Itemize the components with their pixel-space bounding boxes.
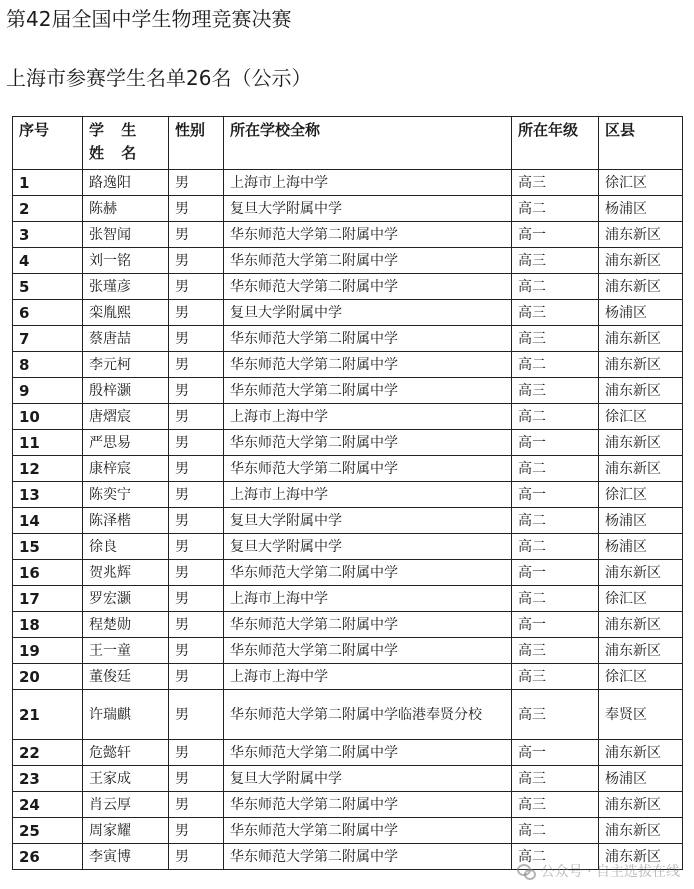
cell-gender: 男 — [169, 792, 224, 818]
cell-school: 华东师范大学第二附属中学 — [224, 612, 512, 638]
table-row — [13, 300, 683, 326]
cell-name: 许瑞麒 — [83, 690, 169, 740]
cell-gender: 男 — [169, 844, 224, 870]
cell-gender: 男 — [169, 378, 224, 404]
cell-school: 上海市上海中学 — [224, 170, 512, 196]
table-header-row — [13, 117, 683, 170]
cell-gender: 男 — [169, 534, 224, 560]
cell-index: 12 — [13, 456, 83, 482]
table-row — [13, 740, 683, 766]
cell-grade: 高二 — [512, 534, 599, 560]
cell-grade: 高二 — [512, 456, 599, 482]
cell-index: 26 — [13, 844, 83, 870]
cell-district: 徐汇区 — [599, 404, 683, 430]
cell-school: 上海市上海中学 — [224, 664, 512, 690]
cell-district: 浦东新区 — [599, 222, 683, 248]
cell-grade: 高三 — [512, 766, 599, 792]
cell-grade: 高一 — [512, 560, 599, 586]
cell-index: 4 — [13, 248, 83, 274]
table-row — [13, 612, 683, 638]
cell-school: 复旦大学附属中学 — [224, 300, 512, 326]
cell-district: 杨浦区 — [599, 766, 683, 792]
cell-school: 华东师范大学第二附属中学 — [224, 378, 512, 404]
cell-index: 6 — [13, 300, 83, 326]
cell-index: 7 — [13, 326, 83, 352]
table-row — [13, 844, 683, 870]
cell-district: 浦东新区 — [599, 844, 683, 870]
cell-gender: 男 — [169, 274, 224, 300]
cell-gender: 男 — [169, 326, 224, 352]
cell-district: 浦东新区 — [599, 378, 683, 404]
cell-index: 14 — [13, 508, 83, 534]
table-row — [13, 196, 683, 222]
cell-gender: 男 — [169, 170, 224, 196]
header-student-name: 学 生 姓 名 — [83, 117, 169, 170]
cell-district: 浦东新区 — [599, 792, 683, 818]
cell-district: 浦东新区 — [599, 456, 683, 482]
cell-name: 贺兆辉 — [83, 560, 169, 586]
cell-school: 华东师范大学第二附属中学 — [224, 792, 512, 818]
cell-district: 浦东新区 — [599, 638, 683, 664]
cell-name: 程楚勋 — [83, 612, 169, 638]
cell-name: 蔡唐喆 — [83, 326, 169, 352]
cell-name: 李元柯 — [83, 352, 169, 378]
cell-gender: 男 — [169, 612, 224, 638]
table-row — [13, 326, 683, 352]
cell-index: 23 — [13, 766, 83, 792]
cell-school: 复旦大学附属中学 — [224, 534, 512, 560]
table-row — [13, 170, 683, 196]
cell-gender: 男 — [169, 196, 224, 222]
table-row — [13, 690, 683, 740]
table-row — [13, 430, 683, 456]
cell-name: 路逸阳 — [83, 170, 169, 196]
cell-grade: 高二 — [512, 352, 599, 378]
cell-gender: 男 — [169, 740, 224, 766]
student-roster-table — [12, 116, 683, 870]
document-subtitle: 上海市参赛学生名单26名（公示） — [6, 66, 312, 90]
table-row — [13, 456, 683, 482]
cell-school: 上海市上海中学 — [224, 586, 512, 612]
cell-gender: 男 — [169, 818, 224, 844]
table-row — [13, 508, 683, 534]
table-row — [13, 378, 683, 404]
cell-district: 浦东新区 — [599, 818, 683, 844]
cell-district: 奉贤区 — [599, 690, 683, 740]
header-district: 区县 — [599, 117, 683, 170]
cell-name: 李寅博 — [83, 844, 169, 870]
table-row — [13, 818, 683, 844]
cell-district: 浦东新区 — [599, 560, 683, 586]
cell-index: 15 — [13, 534, 83, 560]
cell-school: 华东师范大学第二附属中学 — [224, 844, 512, 870]
cell-gender: 男 — [169, 508, 224, 534]
cell-name: 陈奕宁 — [83, 482, 169, 508]
cell-school: 上海市上海中学 — [224, 482, 512, 508]
header-school: 所在学校全称 — [224, 117, 512, 170]
header-index: 序号 — [13, 117, 83, 170]
table-row — [13, 638, 683, 664]
cell-name: 周家耀 — [83, 818, 169, 844]
cell-district: 杨浦区 — [599, 508, 683, 534]
cell-name: 王一童 — [83, 638, 169, 664]
cell-name: 栾胤熙 — [83, 300, 169, 326]
cell-gender: 男 — [169, 586, 224, 612]
cell-school: 华东师范大学第二附属中学 — [224, 560, 512, 586]
cell-grade: 高一 — [512, 482, 599, 508]
cell-grade: 高二 — [512, 844, 599, 870]
cell-school: 复旦大学附属中学 — [224, 508, 512, 534]
roster-body — [13, 170, 683, 870]
cell-school: 华东师范大学第二附属中学 — [224, 638, 512, 664]
cell-school: 华东师范大学第二附属中学 — [224, 818, 512, 844]
cell-school: 华东师范大学第二附属中学 — [224, 352, 512, 378]
cell-index: 19 — [13, 638, 83, 664]
table-row — [13, 664, 683, 690]
cell-name: 严思易 — [83, 430, 169, 456]
cell-school: 华东师范大学第二附属中学 — [224, 740, 512, 766]
cell-school: 华东师范大学第二附属中学 — [224, 274, 512, 300]
watermark-text: 公众号 · 自主选拔在线 — [540, 864, 680, 880]
cell-grade: 高一 — [512, 430, 599, 456]
cell-district: 浦东新区 — [599, 352, 683, 378]
document-title: 第42届全国中学生物理竞赛决赛 — [6, 7, 292, 31]
cell-grade: 高三 — [512, 664, 599, 690]
cell-district: 徐汇区 — [599, 664, 683, 690]
cell-district: 杨浦区 — [599, 300, 683, 326]
table-row — [13, 352, 683, 378]
cell-district: 徐汇区 — [599, 586, 683, 612]
cell-gender: 男 — [169, 404, 224, 430]
cell-school: 华东师范大学第二附属中学 — [224, 326, 512, 352]
cell-name: 肖云厚 — [83, 792, 169, 818]
table-row — [13, 274, 683, 300]
cell-district: 浦东新区 — [599, 326, 683, 352]
cell-index: 2 — [13, 196, 83, 222]
cell-grade: 高二 — [512, 274, 599, 300]
cell-index: 25 — [13, 818, 83, 844]
cell-grade: 高三 — [512, 300, 599, 326]
cell-gender: 男 — [169, 248, 224, 274]
cell-gender: 男 — [169, 352, 224, 378]
cell-index: 11 — [13, 430, 83, 456]
cell-name: 董俊廷 — [83, 664, 169, 690]
table-row — [13, 404, 683, 430]
cell-grade: 高二 — [512, 818, 599, 844]
cell-index: 1 — [13, 170, 83, 196]
cell-school: 华东师范大学第二附属中学 — [224, 248, 512, 274]
header-gender: 性别 — [169, 117, 224, 170]
cell-name: 陈泽楷 — [83, 508, 169, 534]
cell-grade: 高一 — [512, 612, 599, 638]
cell-name: 陈赫 — [83, 196, 169, 222]
cell-district: 杨浦区 — [599, 196, 683, 222]
cell-index: 5 — [13, 274, 83, 300]
cell-index: 17 — [13, 586, 83, 612]
cell-school: 华东师范大学第二附属中学 — [224, 222, 512, 248]
cell-grade: 高一 — [512, 222, 599, 248]
cell-grade: 高三 — [512, 690, 599, 740]
cell-index: 9 — [13, 378, 83, 404]
cell-gender: 男 — [169, 766, 224, 792]
cell-school: 华东师范大学第二附属中学临港奉贤分校 — [224, 690, 512, 740]
cell-index: 24 — [13, 792, 83, 818]
table-row — [13, 222, 683, 248]
cell-name: 危懿轩 — [83, 740, 169, 766]
cell-gender: 男 — [169, 456, 224, 482]
cell-gender: 男 — [169, 690, 224, 740]
table-row — [13, 766, 683, 792]
cell-index: 3 — [13, 222, 83, 248]
cell-district: 浦东新区 — [599, 430, 683, 456]
table-row — [13, 482, 683, 508]
cell-grade: 高三 — [512, 638, 599, 664]
cell-name: 康梓宸 — [83, 456, 169, 482]
cell-index: 10 — [13, 404, 83, 430]
cell-gender: 男 — [169, 560, 224, 586]
table-row — [13, 248, 683, 274]
cell-school: 上海市上海中学 — [224, 404, 512, 430]
cell-district: 浦东新区 — [599, 248, 683, 274]
cell-school: 复旦大学附属中学 — [224, 196, 512, 222]
cell-grade: 高三 — [512, 248, 599, 274]
cell-name: 罗宏灏 — [83, 586, 169, 612]
cell-grade: 高一 — [512, 740, 599, 766]
cell-gender: 男 — [169, 222, 224, 248]
cell-name: 王家成 — [83, 766, 169, 792]
cell-grade: 高二 — [512, 404, 599, 430]
cell-gender: 男 — [169, 430, 224, 456]
cell-index: 13 — [13, 482, 83, 508]
cell-index: 8 — [13, 352, 83, 378]
cell-name: 刘一铭 — [83, 248, 169, 274]
cell-grade: 高三 — [512, 170, 599, 196]
cell-name: 张瑾彦 — [83, 274, 169, 300]
cell-index: 21 — [13, 690, 83, 740]
cell-name: 徐良 — [83, 534, 169, 560]
cell-grade: 高三 — [512, 792, 599, 818]
cell-name: 张智闻 — [83, 222, 169, 248]
cell-grade: 高二 — [512, 586, 599, 612]
cell-grade: 高二 — [512, 196, 599, 222]
cell-gender: 男 — [169, 638, 224, 664]
cell-grade: 高三 — [512, 326, 599, 352]
cell-grade: 高三 — [512, 378, 599, 404]
cell-index: 16 — [13, 560, 83, 586]
cell-district: 浦东新区 — [599, 274, 683, 300]
cell-district: 徐汇区 — [599, 170, 683, 196]
cell-name: 唐熠宸 — [83, 404, 169, 430]
cell-school: 华东师范大学第二附属中学 — [224, 430, 512, 456]
table-row — [13, 792, 683, 818]
cell-name: 殷梓灏 — [83, 378, 169, 404]
cell-district: 浦东新区 — [599, 612, 683, 638]
cell-district: 杨浦区 — [599, 534, 683, 560]
cell-index: 20 — [13, 664, 83, 690]
cell-district: 徐汇区 — [599, 482, 683, 508]
cell-gender: 男 — [169, 664, 224, 690]
cell-gender: 男 — [169, 300, 224, 326]
cell-grade: 高二 — [512, 508, 599, 534]
cell-school: 复旦大学附属中学 — [224, 766, 512, 792]
cell-district: 浦东新区 — [599, 740, 683, 766]
cell-index: 18 — [13, 612, 83, 638]
cell-gender: 男 — [169, 482, 224, 508]
cell-index: 22 — [13, 740, 83, 766]
table-row — [13, 560, 683, 586]
table-row — [13, 586, 683, 612]
cell-school: 华东师范大学第二附属中学 — [224, 456, 512, 482]
header-grade: 所在年级 — [512, 117, 599, 170]
table-row — [13, 534, 683, 560]
